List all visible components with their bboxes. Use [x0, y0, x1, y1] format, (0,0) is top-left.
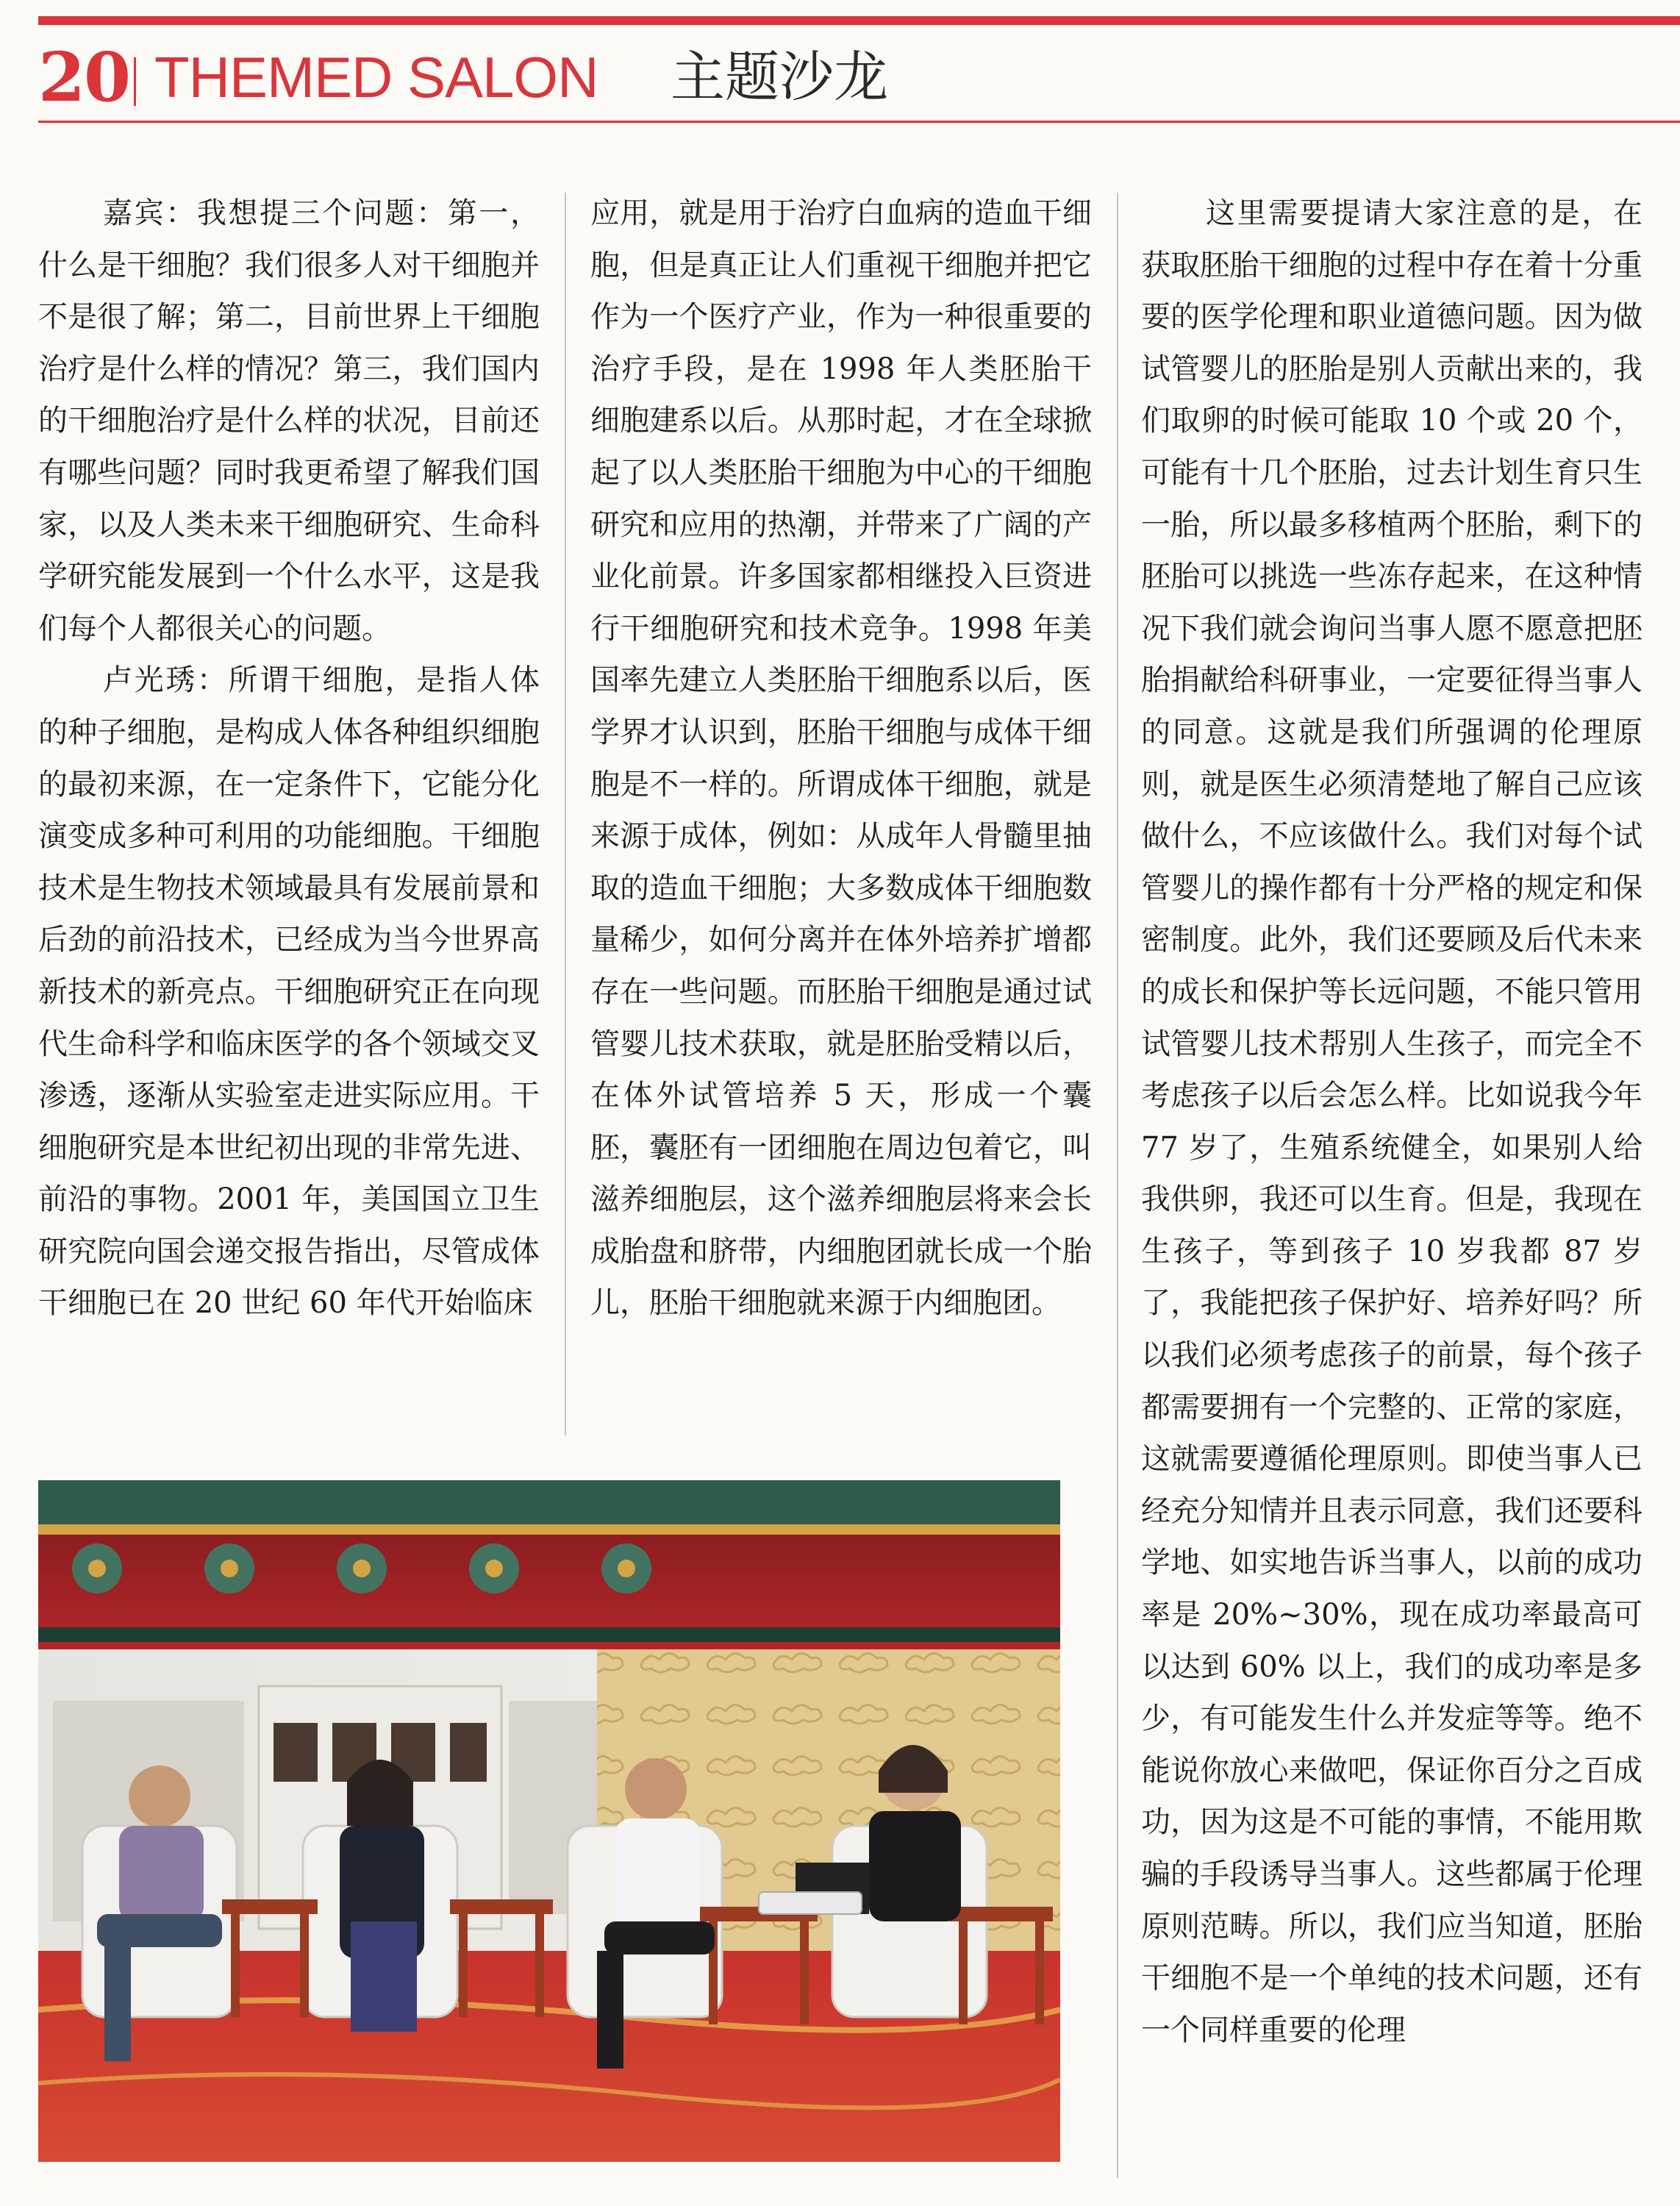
paragraph: 这里需要提请大家注意的是，在获取胚胎干细胞的过程中存在着十分重要的医学伦理和职业道德问题。因为做试管婴儿的胚胎是别人贡献出来的，我们取卵的时候可能取 10 个或 20 个，可能有十几个胚胎，过去计划生育只生一胎，所以最多移植两个胚胎，剩下的胚胎可以挑选一些冻存起来，在这种情况下我们就会询问当事人愿不愿意把胚胎捐献给科研事业，一定要征得当事人的同意。这就是我们所强调的伦理原则，就是医生必须清楚地了解自己应该做什么，不应该做什么。我们对每个试管婴儿的操作都有十分严格的规定和保密制度。此外，我们还要顾及后代未来的成长和保护等长远问题，不能只管用试管婴儿技术帮别人生孩子，而完全不考虑孩子以后会怎么样。比如说我今年 77 岁了，生殖系统健全，如果别人给我供卵，我还可以生育。但是，我现在生孩子，等到孩子 10 岁我都 87 岁了，我能把孩子保护好、培养好吗？所以我们必须考虑孩子的前景，每个孩子都需要拥有一个完整的、正常的家庭，这就需要遵循伦理原则。即使当事人已经充分知情并且表示同意，我们还要科学地、如实地告诉当事人，以前的成功率是 20%~30%，现在成功率最高可以达到 60% 以上，我们的成功率是多少，有可能发生什么并发症等等。绝不能说你放心来做吧，保证你百分之百成功，因为这是不可能的事情，不能用欺骗的手段诱导当事人。这些都属于伦理原则范畴。所以，我们应当知道，胚胎干细胞不是一个单纯的技术问题，还有一个同样重要的伦理 [1141, 196, 1643, 2047]
column-divider [1117, 193, 1118, 2178]
paragraph: 卢光琇：所谓干细胞，是指人体的种子细胞，是构成人体各种组织细胞的最初来源，在一定条件下，它能分化演变成多种可利用的功能细胞。干细胞技术是生物技术领域最具有发展前景和后劲的前沿技术，已经成为当今世界高新技术的新亮点。干细胞研究正在向现代生命科学和临床医学的各个领域交叉渗透，逐渐从实验室走进实际应用。干细胞研究是本世纪初出现的非常先进、前沿的事物。2001 年，美国国立卫生研究院向国会递交报告指出，尽管成体干细胞已在 20 世纪 60 年代开始临床 [38, 663, 540, 1321]
text-column-2 [590, 188, 1092, 1329]
header-rule [38, 121, 1680, 123]
salon-photo [38, 1480, 1060, 2162]
paragraph: 应用，就是用于治疗白血病的造血干细胞，但是真正让人们重视干细胞并把它作为一个医疗产业，作为一种很重要的治疗手段，是在 1998 年人类胚胎干细胞建系以后。从那时起，才在全球掀起了以人类胚胎干细胞为中心的干细胞研究和应用的热潮，并带来了广阔的产业化前景。许多国家都相继投入巨资进行干细胞研究和技术竞争。1998 年美国率先建立人类胚胎干细胞系以后，医学界才认识到，胚胎干细胞与成体干细胞是不一样的。所谓成体干细胞，就是来源于成体，例如：从成年人骨髓里抽取的造血干细胞；大多数成体干细胞数量稀少，如何分离并在体外培养扩增都存在一些问题。而胚胎干细胞是通过试管婴儿技术获取，就是胚胎受精以后，在体外试管培养 5 天，形成一个囊胚，囊胚有一团细胞在周边包着它，叫滋养细胞层，这个滋养细胞层将来会长成胎盘和脐带，内细胞团就长成一个胎儿，胚胎干细胞就来源于内细胞团。 [590, 196, 1092, 1321]
page-header [38, 37, 1680, 118]
text-column-1 [38, 188, 540, 1329]
top-accent-rule [38, 16, 1680, 25]
page-number: 20 [38, 38, 130, 117]
section-title-zh: 主题沙龙 [671, 46, 888, 109]
photo-illustration [38, 1480, 1060, 2162]
section-title-en: THEMED SALON [154, 45, 598, 110]
header-separator [134, 57, 136, 106]
paragraph: 嘉宾：我想提三个问题：第一，什么是干细胞？我们很多人对干细胞并不是很了解；第二，目前世界上干细胞治疗是什么样的情况？第三，我们国内的干细胞治疗是什么样的状况，目前还有哪些问题？同时我更希望了解我们国家，以及人类未来干细胞研究、生命科学研究能发展到一个什么水平，这是我们每个人都很关心的问题。 [38, 196, 540, 646]
column-divider [565, 193, 566, 1435]
text-column-3 [1141, 188, 1643, 2056]
